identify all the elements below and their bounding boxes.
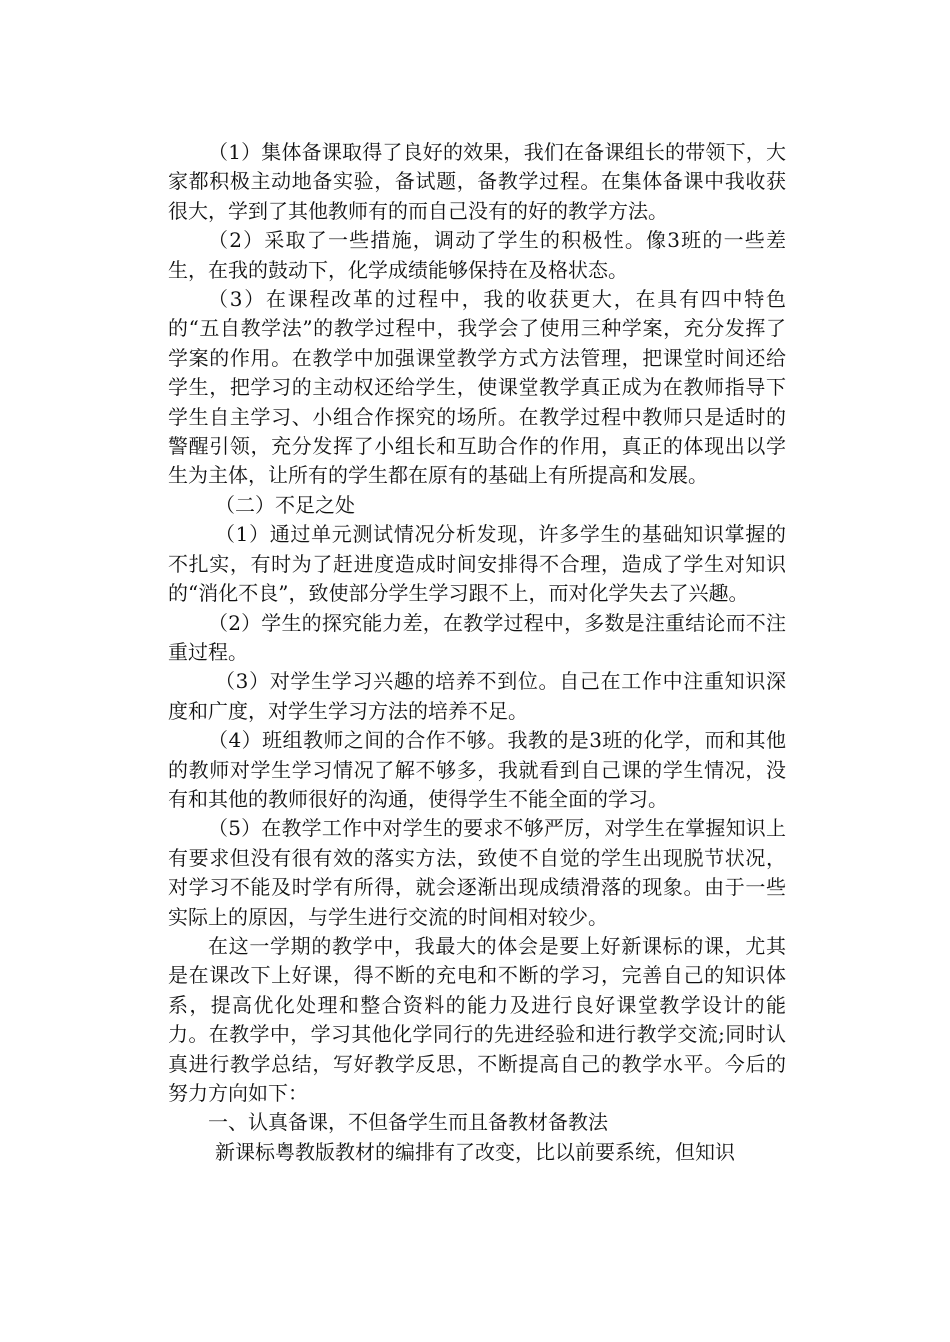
paragraph-shortcoming-1: （1）通过单元测试情况分析发现，许多学生的基础知识掌握的不扎实，有时为了赶进度造成时间安排得不合理，造成了学生对知识的“消化不良”，致使部分学生学习跟不上，而对化学失去了兴趣。 — [168, 522, 786, 606]
section-heading-shortcomings: （二）不足之处 — [215, 492, 355, 517]
paragraph-student-motivation: （2）采取了一些措施，调动了学生的积极性。像3班的一些差生，在我的鼓动下，化学成绩能够保持在及格状态。 — [168, 228, 786, 282]
paragraph-shortcoming-4: （4）班组教师之间的合作不够。我教的是3班的化学，而和其他的教师对学生学习情况了解不够多，我就看到自己课的学生情况，没有和其他的教师很好的沟通，使得学生不能全面的学习。 — [168, 728, 786, 811]
section-heading-lesson-prep: 一、认真备课，不但备学生而且备教材备教法 — [208, 1110, 608, 1135]
paragraph-new-textbook: 新课标粤教版教材的编排有了改变，比以前要系统，但知识 — [215, 1139, 735, 1164]
paragraph-curriculum-reform: （3）在课程改革的过程中，我的收获更大，在具有四中特色的“五自教学法”的教学过程中，我学会了使用三种学案，充分发挥了学案的作用。在教学中加强课堂教学方式方法管理，把课堂时间还给学生，把学习的主动权还给学生，使课堂教学真正成为在教师指导下学生自主学习、小组合作探究的场所。在教学过程中教师只是适时的警醒引领，充分发挥了小组长和互助合作的作用，真正的体现出以学生为主体，让所有的学生都在原有的基础上有所提高和发展。 — [168, 287, 786, 488]
body-text — [168, 138, 786, 1167]
paragraph-shortcoming-2: （2）学生的探究能力差，在教学过程中，多数是注重结论而不注重过程。 — [168, 610, 786, 664]
paragraph-shortcoming-5: （5）在教学工作中对学生的要求不够严厉，对学生在掌握知识上有要求但没有很有效的落实方法，致使不自觉的学生出现脱节状况，对学习不能及时学有所得，就会逐渐出现成绩滑落的现象。由于一些实际上的原因，与学生进行交流的时间相对较少。 — [168, 816, 786, 929]
paragraph-collective-lesson-prep: （1）集体备课取得了良好的效果，我们在备课组长的带领下，大家都积极主动地备实验，备试题，备教学过程。在集体备课中我收获很大，学到了其他教师有的而自己没有的好的教学方法。 — [168, 140, 786, 223]
paragraph-shortcoming-3: （3）对学生学习兴趣的培养不到位。自己在工作中注重知识深度和广度，对学生学习方法的培养不足。 — [168, 669, 786, 723]
paragraph-reflection: 在这一学期的教学中，我最大的体会是要上好新课标的课，尤其是在课改下上好课，得不断的充电和不断的学习，完善自己的知识体系，提高优化处理和整合资料的能力及进行良好课堂教学设计的能力。在教学中，学习其他化学同行的先进经验和进行教学交流;同时认真进行教学总结，写好教学反思，不断提高自己的教学水平。今后的努力方向如下： — [168, 933, 786, 1105]
